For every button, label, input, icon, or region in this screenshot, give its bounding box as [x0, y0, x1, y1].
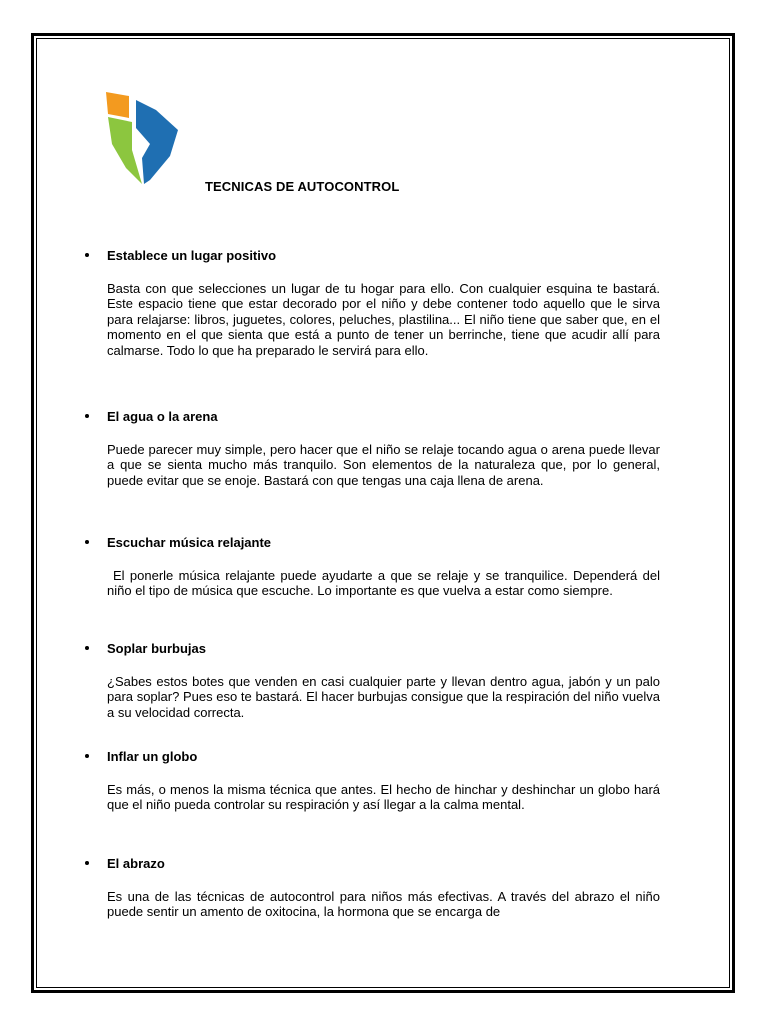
section-body: Puede parecer muy simple, pero hacer que el niño se relaje tocando agua o arena puede llevar a que se sienta mucho más tranquilo. Son elementos de la naturaleza que, por lo general, puede evitar que se enoje. Bastará con que tengas una caja llena de arena.: [107, 442, 660, 488]
section-heading: Inflar un globo: [107, 749, 198, 764]
bullet-icon: [85, 253, 89, 257]
bullet-icon: [85, 861, 89, 865]
section-heading: Escuchar música relajante: [107, 535, 272, 550]
bullet-icon: [85, 754, 89, 758]
bullet-icon: [85, 540, 89, 544]
section-heading: Establece un lugar positivo: [107, 248, 277, 263]
section-heading: El agua o la arena: [107, 409, 218, 424]
section-body: El ponerle música relajante puede ayudarte a que se relaje y se tranquilice. Dependerá del niño el tipo de música que escuche. Lo importante es que vuelva a estar como siempre.: [107, 568, 660, 599]
bullet-icon: [85, 646, 89, 650]
section-heading: El abrazo: [107, 856, 165, 871]
bullet-icon: [85, 414, 89, 418]
section-body: Es una de las técnicas de autocontrol para niños más efectivas. A través del abrazo el niño puede sentir un amento de oxitocina, la hormona que se encarga de: [107, 889, 660, 920]
section-body: Basta con que selecciones un lugar de tu hogar para ello. Con cualquier esquina te bastará. Este espacio tiene que estar decorado por el niño y debe contener todo aquello que le sirva para relajarse: libros, juguetes, colores, peluches, plastilina... El niño tiene que saber que, en el momento en el que sienta que está a punto de tener un berrinche, tiene que acudir allí para calmarse. Todo lo que ha preparado le servirá para ello.: [107, 281, 660, 358]
page-title: TECNICAS DE AUTOCONTROL: [205, 179, 400, 194]
section-heading: Soplar burbujas: [107, 641, 206, 656]
section-body: Es más, o menos la misma técnica que antes. El hecho de hinchar y deshinchar un globo hará que el niño pueda controlar su respiración y así llegar a la calma mental.: [107, 782, 660, 813]
section-body: ¿Sabes estos botes que venden en casi cualquier parte y llevan dentro agua, jabón y un palo para soplar? Pues eso te bastará. El hacer burbujas consigue que la respiración del niño vuelva a su velocidad correcta.: [107, 674, 660, 720]
